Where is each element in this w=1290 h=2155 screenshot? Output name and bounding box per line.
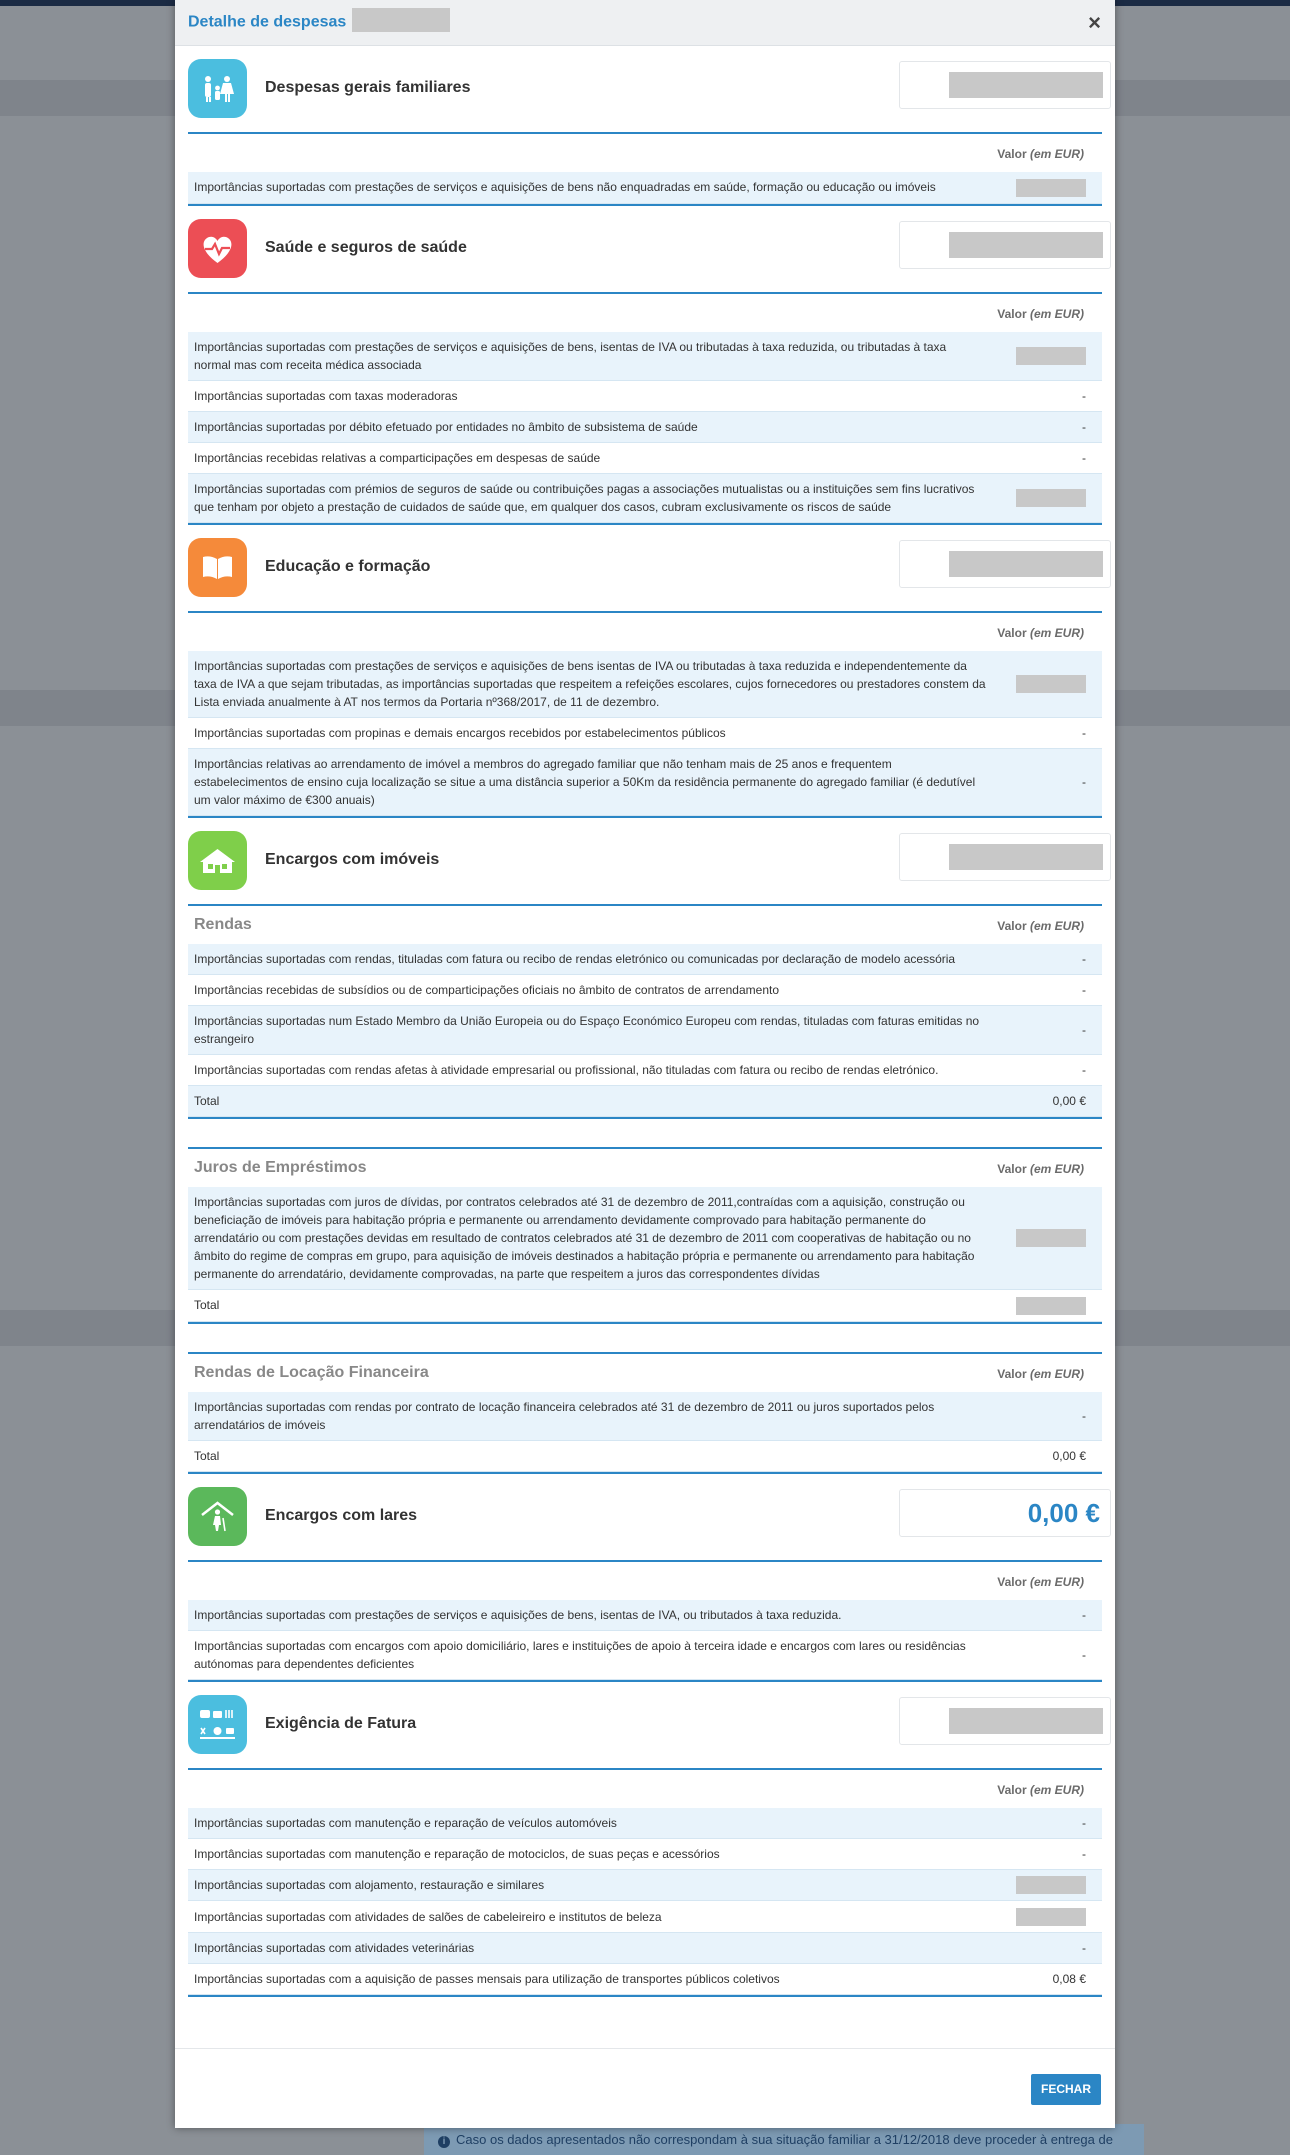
modal-body	[175, 46, 1115, 1997]
section-title: Saúde e seguros de saúde	[265, 238, 467, 256]
value-header-unit: (em EUR)	[1029, 1574, 1084, 1589]
redacted-value	[1016, 1908, 1086, 1926]
row-value: 0,08 €	[992, 1964, 1102, 1995]
family-icon	[188, 59, 247, 118]
redacted-value	[949, 72, 1103, 98]
table-row	[188, 1901, 1102, 1933]
row-value	[992, 473, 1102, 522]
table-row	[188, 1187, 1102, 1290]
redacted-value	[1016, 489, 1086, 507]
table-row	[188, 944, 1102, 975]
row-label: Importâncias suportadas com taxas moderadoras	[188, 380, 992, 411]
row-value	[992, 1187, 1102, 1290]
redacted-value	[1016, 1876, 1086, 1894]
row-label: Importâncias suportadas com rendas por contrato de locação financeira celebrados até 31 de dezembro de 2011 ou juros suportados pelos arrendatários de imóveis	[188, 1392, 992, 1441]
section-title: Encargos com lares	[265, 1506, 418, 1524]
subsection-title: Rendas de Locação Financeira	[194, 1363, 429, 1381]
section-title: Encargos com imóveis	[265, 850, 440, 868]
row-label: Total	[188, 1289, 992, 1321]
row-value	[992, 332, 1102, 381]
row-label: Importâncias suportadas com rendas afetas à atividade empresarial ou profissional, não tituladas com fatura ou recibo de rendas eletrónico.	[188, 1054, 992, 1085]
row-label: Importâncias suportadas com propinas e demais encargos recebidos por estabelecimentos públicos	[188, 717, 992, 748]
modal-footer	[175, 2048, 1115, 2128]
value-header-unit: (em EUR)	[1029, 1161, 1084, 1176]
section-header	[188, 1682, 1102, 1768]
redacted-name	[352, 8, 450, 32]
expense-section	[188, 818, 1102, 1474]
section-header	[188, 46, 1102, 132]
value-column-header	[997, 1575, 1084, 1589]
value-header-unit: (em EUR)	[1029, 1782, 1084, 1797]
value-header-label: Valor	[997, 1782, 1027, 1797]
expense-table	[188, 172, 1102, 204]
table-row	[188, 974, 1102, 1005]
spacer	[188, 1324, 1102, 1352]
section-divider	[188, 1995, 1102, 1997]
info-icon: i	[438, 2136, 450, 2148]
expense-table	[188, 1808, 1102, 1996]
expense-table	[188, 1392, 1102, 1472]
total-row	[188, 1440, 1102, 1471]
value-column-header	[997, 919, 1084, 933]
value-header-unit: (em EUR)	[1029, 306, 1084, 321]
section-total-box	[899, 833, 1111, 881]
table-row	[188, 651, 1102, 718]
expense-section	[188, 1474, 1102, 1682]
row-label: Importâncias suportadas com prestações de serviços e aquisições de bens isentas de IVA ou tributadas à taxa reduzida e independentemente da taxa de IVA a que sejam tributadas, as importâncias suportadas que respeitem a refeições escolares, cujos fornecedores ou prestadores constem da Lista enviada anualmente à AT nos termos da Portaria nº368/2017, de 11 de dezembro.	[188, 651, 992, 718]
section-title: Educação e formação	[265, 557, 431, 575]
value-header-label: Valor	[997, 1366, 1027, 1381]
expense-table	[188, 944, 1102, 1117]
row-value: -	[992, 1600, 1102, 1631]
row-label: Importâncias suportadas com rendas, tituladas com fatura ou recibo de rendas eletrónico ou comunicadas por declaração de modelo acessória	[188, 944, 992, 975]
subsection-title: Rendas	[194, 915, 252, 933]
value-header-label: Valor	[997, 918, 1027, 933]
table-row	[188, 1392, 1102, 1441]
expense-table	[188, 1600, 1102, 1680]
total-row	[188, 1289, 1102, 1321]
expense-section	[188, 1682, 1102, 1998]
modal-title: Detalhe de despesas	[188, 13, 450, 32]
expense-section	[188, 525, 1102, 818]
row-label: Importâncias suportadas com prestações de serviços e aquisições de bens, isentas de IVA ou tributadas à taxa reduzida, ou tributadas à taxa normal mas com receita médica associada	[188, 332, 992, 381]
total-row	[188, 1085, 1102, 1116]
row-label: Importâncias suportadas com a aquisição de passes mensais para utilização de transportes públicos coletivos	[188, 1964, 992, 1995]
section-total-box	[899, 540, 1111, 588]
row-value	[992, 1901, 1102, 1933]
value-column-header	[997, 1162, 1084, 1176]
column-header	[188, 1562, 1102, 1600]
row-value	[992, 1289, 1102, 1321]
row-label: Importâncias suportadas com manutenção e reparação de veículos automóveis	[188, 1808, 992, 1839]
section-total-box	[899, 1489, 1111, 1537]
heart-pulse-icon	[188, 219, 247, 278]
table-row	[188, 1630, 1102, 1679]
expense-table	[188, 651, 1102, 816]
expense-section	[188, 206, 1102, 525]
row-value: -	[992, 1808, 1102, 1839]
column-header	[188, 294, 1102, 332]
column-header	[188, 906, 1102, 944]
row-value	[992, 172, 1102, 203]
table-row	[188, 473, 1102, 522]
value-column-header	[997, 147, 1084, 161]
row-label: Total	[188, 1085, 992, 1116]
value-header-label: Valor	[997, 1574, 1027, 1589]
subsection-title: Juros de Empréstimos	[194, 1158, 367, 1176]
value-column-header	[997, 1367, 1084, 1381]
redacted-value	[949, 551, 1103, 577]
section-total-box	[899, 1697, 1111, 1745]
column-header	[188, 1770, 1102, 1808]
expense-section	[188, 46, 1102, 206]
column-header	[188, 134, 1102, 172]
section-total: 0,00 €	[1027, 1497, 1100, 1528]
row-label: Importâncias suportadas com alojamento, restauração e similares	[188, 1869, 992, 1901]
elder-home-icon	[188, 1487, 247, 1546]
row-label: Importâncias suportadas por débito efetuado por entidades no âmbito de subsistema de saúde	[188, 411, 992, 442]
value-column-header	[997, 307, 1084, 321]
value-header-label: Valor	[997, 306, 1027, 321]
value-header-unit: (em EUR)	[1029, 625, 1084, 640]
table-row	[188, 1838, 1102, 1869]
row-value: -	[992, 1630, 1102, 1679]
row-value: -	[992, 974, 1102, 1005]
value-column-header	[997, 626, 1084, 640]
row-label: Importâncias suportadas com atividades de salões de cabeleireiro e institutos de beleza	[188, 1901, 992, 1933]
table-row	[188, 1808, 1102, 1839]
column-header	[188, 613, 1102, 651]
row-value	[992, 1869, 1102, 1901]
value-header-unit: (em EUR)	[1029, 147, 1084, 161]
row-label: Importâncias suportadas com prestações de serviços e aquisições de bens, isentas de IVA, ou tributados à taxa reduzida.	[188, 1600, 992, 1631]
value-header-unit: (em EUR)	[1029, 918, 1084, 933]
row-label: Total	[188, 1440, 992, 1471]
invoice-services-icon	[188, 1695, 247, 1754]
row-value: 0,00 €	[992, 1085, 1102, 1116]
row-label: Importâncias recebidas relativas a comparticipações em despesas de saúde	[188, 442, 992, 473]
background-info-note: i Caso os dados apresentados não correspondam à sua situação familiar a 31/12/2018 deve proceder à entrega de	[424, 2124, 1144, 2155]
redacted-value	[1016, 179, 1086, 197]
table-row	[188, 442, 1102, 473]
value-header-label: Valor	[997, 1161, 1027, 1176]
redacted-value	[1016, 675, 1086, 693]
row-label: Importâncias suportadas com atividades veterinárias	[188, 1933, 992, 1964]
row-value: -	[992, 748, 1102, 815]
section-header	[188, 206, 1102, 292]
modal-header	[175, 0, 1115, 46]
row-value: -	[992, 1933, 1102, 1964]
redacted-value	[949, 844, 1103, 870]
column-header	[188, 1149, 1102, 1187]
row-label: Importâncias suportadas com juros de dívidas, por contratos celebrados até 31 de dezembro de 2011,contraídas com a aquisição, construção ou beneficiação de imóveis para habitação própria e permanente ou arrendamento devidamente comprovado para habitação permanente do arrendatário ou com prestações devidas em resultado de contratos celebrados até 31 de dezembro de 2011 com cooperativas de habitação ou no âmbito do regime de compras em grupo, para aquisição de imóveis destinados a habitação própria e permanente ou arrendamento para habitação permanente do arrendatário, devidamente comprovadas, na parte que respeitem a juros das correspondentes dívidas	[188, 1187, 992, 1290]
value-column-header	[997, 1783, 1084, 1797]
row-label: Importâncias suportadas num Estado Membro da União Europeia ou do Espaço Económico Europeu com rendas, tituladas com faturas emitidas no estrangeiro	[188, 1005, 992, 1054]
section-header	[188, 818, 1102, 904]
section-title: Exigência de Fatura	[265, 1714, 417, 1732]
table-row	[188, 1933, 1102, 1964]
expense-table	[188, 332, 1102, 523]
column-header	[188, 1354, 1102, 1392]
redacted-value	[1016, 347, 1086, 365]
redacted-value	[949, 1708, 1103, 1734]
value-header-label: Valor	[997, 625, 1027, 640]
row-label: Importâncias suportadas com prémios de seguros de saúde ou contribuições pagas a associações mutualistas ou a instituições sem fins lucrativos que tenham por objeto a prestação de cuidados de saúde que, em qualquer dos casos, cubram exclusivamente os riscos de saúde	[188, 473, 992, 522]
table-row	[188, 380, 1102, 411]
row-value: 0,00 €	[992, 1440, 1102, 1471]
row-value: -	[992, 1838, 1102, 1869]
section-header	[188, 1474, 1102, 1560]
row-value: -	[992, 1005, 1102, 1054]
table-row	[188, 1869, 1102, 1901]
row-value: -	[992, 1392, 1102, 1441]
row-label: Importâncias recebidas de subsídios ou de comparticipações oficiais no âmbito de contratos de arrendamento	[188, 974, 992, 1005]
book-icon	[188, 538, 247, 597]
row-label: Importâncias suportadas com manutenção e reparação de motociclos, de suas peças e acessórios	[188, 1838, 992, 1869]
section-total-box	[899, 221, 1111, 269]
expense-table	[188, 1187, 1102, 1322]
table-row	[188, 332, 1102, 381]
close-button[interactable]: FECHAR	[1031, 2074, 1101, 2105]
redacted-value	[949, 232, 1103, 258]
table-row	[188, 1600, 1102, 1631]
table-row	[188, 1964, 1102, 1995]
row-label: Importâncias suportadas com encargos com apoio domiciliário, lares e instituições de apoio à terceira idade e encargos com lares ou residências autónomas para dependentes deficientes	[188, 1630, 992, 1679]
value-header-unit: (em EUR)	[1029, 1366, 1084, 1381]
section-title: Despesas gerais familiares	[265, 79, 471, 96]
table-row	[188, 1005, 1102, 1054]
row-label: Importâncias relativas ao arrendamento de imóvel a membros do agregado familiar que não tenham mais de 25 anos e frequentem estabelecimentos de ensino cuja localização se situe a uma distância superior a 50Km da residência permanente do agregado familiar (é dedutível um valor máximo de €300 anuais)	[188, 748, 992, 815]
expense-detail-modal	[175, 0, 1115, 2128]
row-value: -	[992, 1054, 1102, 1085]
table-row	[188, 717, 1102, 748]
section-header	[188, 525, 1102, 611]
row-label: Importâncias suportadas com prestações de serviços e aquisições de bens não enquadradas em saúde, formação ou educação ou imóveis	[188, 172, 992, 203]
value-header-label: Valor	[997, 147, 1027, 161]
row-value: -	[992, 411, 1102, 442]
redacted-value	[1016, 1229, 1086, 1247]
table-row	[188, 748, 1102, 815]
redacted-value	[1016, 1297, 1086, 1315]
table-row	[188, 411, 1102, 442]
row-value: -	[992, 944, 1102, 975]
spacer	[188, 1119, 1102, 1147]
row-value: -	[992, 442, 1102, 473]
close-icon[interactable]: ×	[1088, 10, 1101, 35]
table-row	[188, 1054, 1102, 1085]
house-icon	[188, 831, 247, 890]
table-row	[188, 172, 1102, 203]
row-value: -	[992, 380, 1102, 411]
row-value: -	[992, 717, 1102, 748]
row-value	[992, 651, 1102, 718]
section-total-box	[899, 61, 1111, 109]
